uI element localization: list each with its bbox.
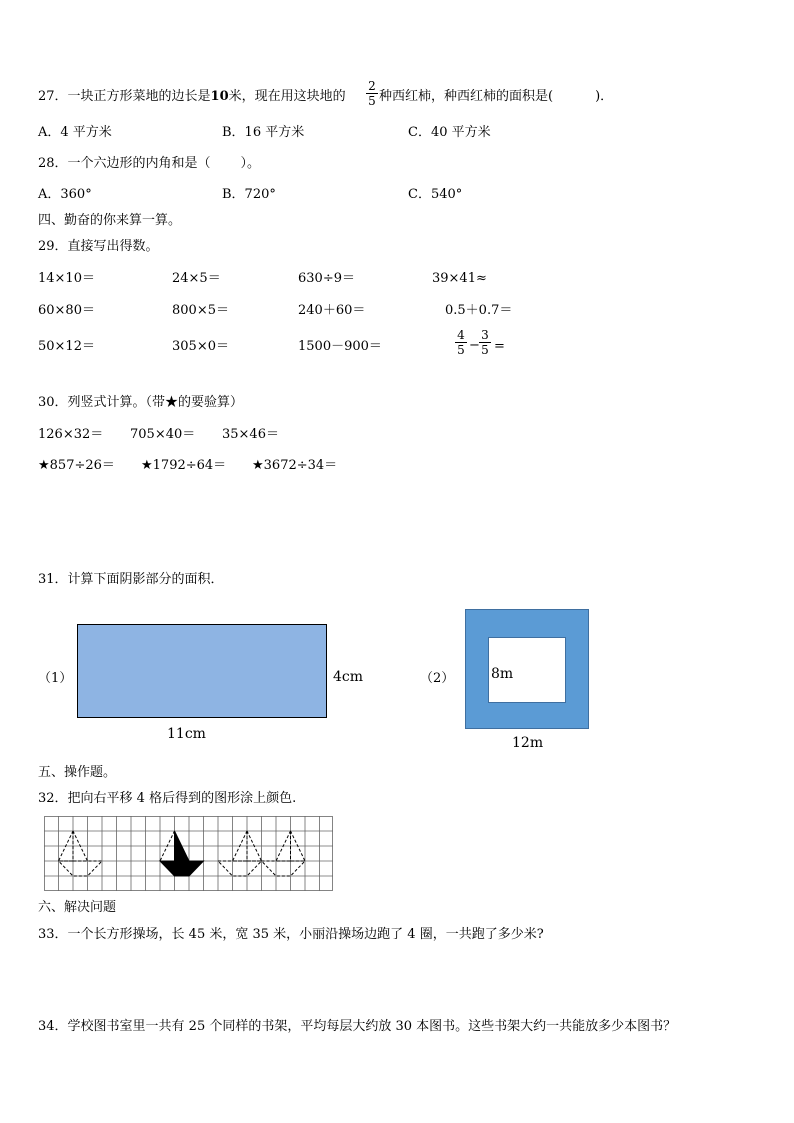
- q31-fig2-outer-label: 12m: [512, 735, 544, 751]
- q27-pre: 27．一块正方形菜地的边长是: [38, 89, 211, 104]
- q33-text: 33．一个长方形操场，长 45 米，宽 35 米，小丽沿操场边跑了 4 圈，一共跑了多少米?: [38, 927, 544, 942]
- q32-grid-figure: [44, 816, 334, 892]
- q29-r2-c3: 240＋60＝: [298, 303, 366, 318]
- q29-r3-c3: 1500－900＝: [298, 339, 382, 354]
- q34-text: 34．学校图书室里一共有 25 个同样的书架，平均每层大约放 30 本图书。这些书架大约一共能放多少本图书？: [38, 1019, 677, 1034]
- q27-fraction: [366, 80, 378, 107]
- q31-fig2-label: （2）: [420, 671, 455, 686]
- q29-r2-c1: 60×80＝: [38, 303, 95, 318]
- q27-option-a: A．4 平方米: [38, 125, 112, 140]
- q30-r2-c3: ★3672÷34＝: [252, 458, 338, 473]
- q28-text: 28．一个六边形的内角和是（: [38, 156, 211, 171]
- q27-option-b: B．16 平方米: [222, 125, 305, 140]
- q30-r1-c3: 35×46＝: [222, 427, 279, 442]
- q31-fig1-label: （1）: [38, 671, 73, 686]
- dashed-boat-2: [218, 831, 262, 876]
- q31-title: 31．计算下面阴影部分的面积．: [38, 572, 224, 587]
- q30-r2-c1: ★857÷26＝: [38, 458, 115, 473]
- q29-r2-c4: 0.5＋0.7＝: [445, 303, 513, 318]
- q28-close: ）。: [240, 156, 261, 171]
- q31-fig2-inner-label: 8m: [491, 666, 514, 682]
- q27-side: 10: [210, 89, 229, 104]
- q27-stem-end: [379, 89, 613, 105]
- q27-close: )．: [595, 89, 614, 104]
- q31-fig1-rectangle: [77, 624, 327, 718]
- grid-lines: [44, 816, 333, 891]
- section-6-heading: 六、解决问题: [38, 900, 117, 915]
- q29-r3-c1: 50×12＝: [38, 339, 95, 354]
- q29-frac-eq: =: [494, 339, 505, 354]
- q27-frac-num: 2: [368, 79, 376, 93]
- q29-r1-c1: 14×10＝: [38, 271, 95, 286]
- q29-r3-c2: 305×0＝: [172, 339, 229, 354]
- q29-frac-b-den: 5: [481, 343, 489, 357]
- q32-title: 32．把向右平移 4 格后得到的图形涂上颜色.: [38, 791, 297, 806]
- q29-r2-c2: 800×5＝: [172, 303, 229, 318]
- q28-stem: [38, 156, 260, 172]
- q29-frac-b-num: 3: [481, 328, 489, 342]
- q28-option-b: B．720°: [222, 187, 276, 202]
- q27-frac-den: 5: [368, 94, 376, 108]
- q27-post: 种西红柿，种西红柿的面积是(: [379, 89, 554, 104]
- q31-fig1-width-label: 11cm: [167, 726, 206, 742]
- dashed-boat-3: [262, 831, 306, 876]
- q29-frac-a: [455, 329, 467, 356]
- q30-title: 30．列竖式计算。（带★的要验算）: [38, 395, 244, 410]
- q30-r1-c2: 705×40＝: [130, 427, 196, 442]
- q29-frac-b: [479, 329, 491, 356]
- q29-r1-c3: 630÷9＝: [298, 271, 355, 286]
- dashed-boat-1: [59, 831, 103, 876]
- q28-option-c: C．540°: [408, 187, 463, 202]
- solid-boat: [160, 831, 204, 876]
- q29-title: 29．直接写出得数。: [38, 239, 159, 254]
- q30-r1-c1: 126×32＝: [38, 427, 104, 442]
- section-5-heading: 五、操作题。: [38, 765, 117, 780]
- q30-r2-c2: ★1792÷64＝: [141, 458, 227, 473]
- q29-frac-a-den: 5: [457, 343, 465, 357]
- q31-fig1-height-label: 4cm: [333, 669, 364, 685]
- q27-stem: [38, 89, 346, 105]
- q27-option-c: C．40 平方米: [408, 125, 491, 140]
- q29-frac-op: −: [469, 338, 480, 353]
- q29-r1-c4: 39×41≈: [432, 271, 487, 286]
- q28-option-a: A．360°: [38, 187, 92, 202]
- q29-r1-c2: 24×5＝: [172, 271, 221, 286]
- q27-mid: 米，现在用这块地的: [228, 89, 346, 104]
- section-4-heading: 四、勤奋的你来算一算。: [38, 213, 182, 228]
- q29-frac-a-num: 4: [457, 328, 465, 342]
